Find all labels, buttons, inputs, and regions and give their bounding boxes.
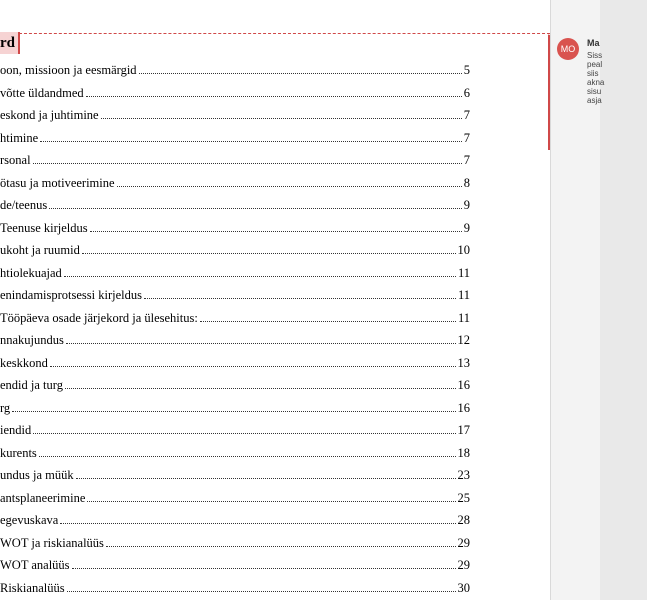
toc-entry-page-number: 7 xyxy=(463,108,470,122)
toc-entry-title: võtte üldandmed xyxy=(0,85,84,100)
toc-entry-page-number: 12 xyxy=(457,333,470,347)
toc-entry[interactable] xyxy=(0,441,470,461)
toc-entry[interactable] xyxy=(0,238,470,258)
comment-body-line: akna xyxy=(587,78,605,87)
toc-entry[interactable] xyxy=(0,463,470,483)
toc-entry-page-number: 11 xyxy=(457,288,470,302)
toc-dot-leader xyxy=(101,118,462,119)
toc-dot-leader xyxy=(86,96,462,97)
toc-entry-page-number: 16 xyxy=(457,378,470,392)
toc-dot-leader xyxy=(39,456,456,457)
toc-dot-leader xyxy=(72,568,456,569)
toc-entry-page-number: 23 xyxy=(457,468,470,482)
comment-body[interactable] xyxy=(587,51,647,105)
comment-body-line: Siss xyxy=(587,51,603,60)
toc-entry-title: Riskianalüüs xyxy=(0,580,65,595)
toc-dot-leader xyxy=(144,298,456,299)
toc-dot-leader xyxy=(50,366,456,367)
toc-entry[interactable] xyxy=(0,193,470,213)
toc-dot-leader xyxy=(49,208,462,209)
toc-dot-leader xyxy=(106,546,456,547)
toc-heading-highlighted[interactable]: rd xyxy=(0,32,20,54)
toc-dot-leader xyxy=(90,231,462,232)
toc-entry-page-number: 16 xyxy=(457,400,470,415)
toc-entry-page-number: 5 xyxy=(463,63,470,77)
toc-entry-page-number: 30 xyxy=(457,580,470,595)
toc-entry[interactable] xyxy=(0,418,470,438)
comment-pane[interactable] xyxy=(550,0,605,600)
toc-entry-page-number: 28 xyxy=(457,513,470,527)
toc-entry[interactable] xyxy=(0,58,470,78)
toc-entry-page-number: 8 xyxy=(463,175,470,190)
toc-dot-leader xyxy=(60,523,455,524)
toc-entry-page-number: 7 xyxy=(463,153,470,167)
toc-entry[interactable] xyxy=(0,508,470,528)
toc-entry[interactable] xyxy=(0,283,470,303)
toc-entry-title: nnakujundus xyxy=(0,333,64,347)
toc-entry-title: eskond ja juhtimine xyxy=(0,108,99,122)
toc-entry[interactable] xyxy=(0,351,470,371)
toc-entry-title: rg xyxy=(0,400,11,415)
toc-entry[interactable] xyxy=(0,373,470,393)
comment-body-line: siis xyxy=(587,69,599,78)
toc-entry[interactable] xyxy=(0,148,470,168)
toc-entry[interactable] xyxy=(0,396,470,416)
toc-entry-title: enindamisprotsessi kirjeldus xyxy=(0,288,142,302)
toc-entry-title: Tööpäeva osade järjekord ja ülesehitus: xyxy=(0,310,198,325)
toc-entry-page-number: 29 xyxy=(457,558,470,572)
toc-entry-page-number: 9 xyxy=(463,220,470,235)
toc-dot-leader xyxy=(67,591,456,592)
toc-dot-leader xyxy=(64,276,456,277)
comment-author-avatar: MO xyxy=(557,38,579,60)
toc-entry-title: oon, missioon ja eesmärgid xyxy=(0,63,137,77)
toc-entry-title: antsplaneerimine xyxy=(0,490,86,505)
toc-entry-page-number: 11 xyxy=(457,310,470,325)
toc-dot-leader xyxy=(117,186,462,187)
toc-entry-page-number: 18 xyxy=(457,445,470,460)
comment-anchor-line xyxy=(14,33,550,34)
toc-entry[interactable] xyxy=(0,306,470,326)
toc-dot-leader xyxy=(40,141,462,142)
toc-entry-title: Teenuse kirjeldus xyxy=(0,220,88,235)
toc-dot-leader xyxy=(66,343,456,344)
toc-dot-leader xyxy=(139,73,462,74)
toc-entry-page-number: 13 xyxy=(457,355,470,370)
toc-entry[interactable] xyxy=(0,328,470,348)
toc-entry-title: keskkond xyxy=(0,355,48,370)
toc-entry-page-number: 6 xyxy=(463,85,470,100)
toc-dot-leader xyxy=(33,433,455,434)
toc-dot-leader xyxy=(65,388,456,389)
toc-entry-title: ukoht ja ruumid xyxy=(0,243,80,257)
toc-entry-title: kurents xyxy=(0,445,37,460)
toc-entry[interactable] xyxy=(0,486,470,506)
toc-entry[interactable] xyxy=(0,103,470,123)
toc-entry-title: de/teenus xyxy=(0,198,48,212)
toc-entry[interactable] xyxy=(0,553,470,573)
toc-entry-page-number: 7 xyxy=(463,130,470,145)
toc-entry[interactable] xyxy=(0,171,470,191)
toc-entry-title: WOT analüüs xyxy=(0,558,70,572)
toc-entry[interactable] xyxy=(0,126,470,146)
toc-dot-leader xyxy=(200,321,456,322)
toc-entry[interactable] xyxy=(0,576,470,596)
toc-entry-title: ötasu ja motiveerimine xyxy=(0,175,115,190)
comment-author-name: Ma xyxy=(587,38,600,48)
toc-dot-leader xyxy=(33,163,462,164)
comment-body-line: peal xyxy=(587,60,603,69)
toc-entry[interactable] xyxy=(0,261,470,281)
toc-dot-leader xyxy=(12,411,455,412)
toc-entry-page-number: 29 xyxy=(457,535,470,550)
toc-entry-page-number: 10 xyxy=(457,243,470,257)
toc-entry-title: WOT ja riskianalüüs xyxy=(0,535,104,550)
toc-entry-title: undus ja müük xyxy=(0,468,74,482)
toc-entry-page-number: 25 xyxy=(457,490,470,505)
toc-entry-title: endid ja turg xyxy=(0,378,63,392)
comment-body-line: sisu xyxy=(587,87,602,96)
toc-entry-title: htimine xyxy=(0,130,39,145)
toc-entry-title: iendid xyxy=(0,423,32,437)
toc-dot-leader xyxy=(82,253,456,254)
toc-entry-page-number: 11 xyxy=(457,265,470,280)
toc-entry[interactable] xyxy=(0,216,470,236)
toc-entry[interactable] xyxy=(0,81,470,101)
toc-dot-leader xyxy=(76,478,456,479)
toc-dot-leader xyxy=(87,501,455,502)
toc-entry-title: htiolekuajad xyxy=(0,265,62,280)
toc-entry-page-number: 17 xyxy=(457,423,470,437)
toc-entry-title: egevuskava xyxy=(0,513,59,527)
toc-entry-page-number: 9 xyxy=(463,198,470,212)
toc-entry-title: rsonal xyxy=(0,153,31,167)
comment-body-line: asja xyxy=(587,96,602,105)
toc-entry[interactable] xyxy=(0,531,470,551)
